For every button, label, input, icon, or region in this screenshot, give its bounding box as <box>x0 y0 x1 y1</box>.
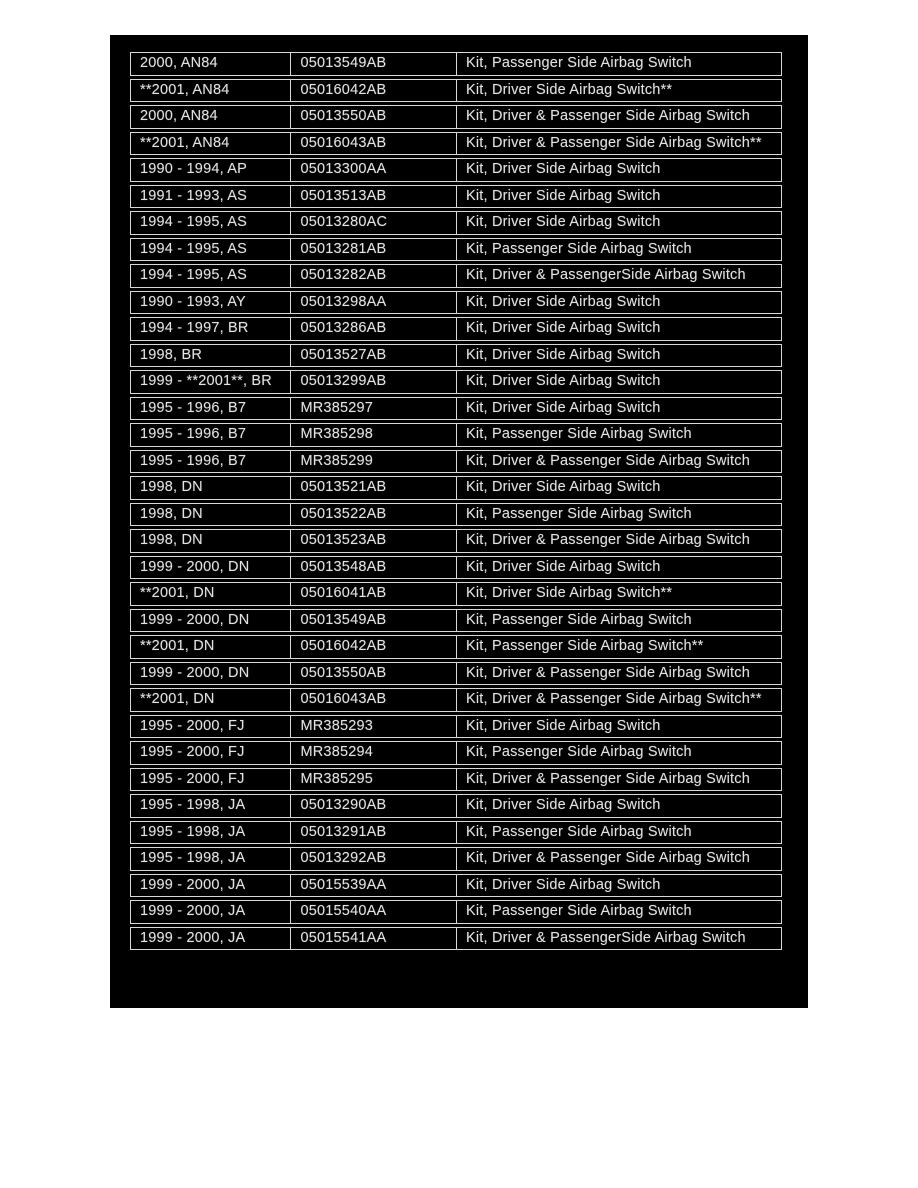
model-year-cell: 1994 - 1995, AS <box>130 264 290 288</box>
model-year-cell: 1999 - 2000, JA <box>130 874 290 898</box>
description-cell: Kit, Passenger Side Airbag Switch <box>456 52 782 76</box>
table-row <box>130 529 782 553</box>
part-number-cell: 05013282AB <box>290 264 456 288</box>
description-cell: Kit, Driver Side Airbag Switch <box>456 370 782 394</box>
model-year-cell: 1994 - 1997, BR <box>130 317 290 341</box>
table-row <box>130 794 782 818</box>
description-cell: Kit, Driver & Passenger Side Airbag Switch <box>456 662 782 686</box>
model-year-cell: **2001, DN <box>130 582 290 606</box>
part-number-cell: 05013513AB <box>290 185 456 209</box>
description-cell: Kit, Driver & PassengerSide Airbag Switch <box>456 927 782 951</box>
part-number-cell: 05016043AB <box>290 132 456 156</box>
model-year-cell: 1999 - **2001**, BR <box>130 370 290 394</box>
part-number-cell: 05016042AB <box>290 635 456 659</box>
part-number-cell: 05013292AB <box>290 847 456 871</box>
description-cell: Kit, Driver & Passenger Side Airbag Switch** <box>456 688 782 712</box>
description-cell: Kit, Passenger Side Airbag Switch <box>456 741 782 765</box>
description-cell: Kit, Driver Side Airbag Switch <box>456 874 782 898</box>
model-year-cell: 1995 - 1998, JA <box>130 847 290 871</box>
model-year-cell: 1999 - 2000, DN <box>130 609 290 633</box>
model-year-cell: 1998, BR <box>130 344 290 368</box>
table-row <box>130 927 782 951</box>
parts-table-body <box>130 52 782 950</box>
description-cell: Kit, Passenger Side Airbag Switch <box>456 900 782 924</box>
table-row <box>130 344 782 368</box>
description-cell: Kit, Passenger Side Airbag Switch <box>456 821 782 845</box>
part-number-cell: 05013300AA <box>290 158 456 182</box>
model-year-cell: 1998, DN <box>130 529 290 553</box>
description-cell: Kit, Passenger Side Airbag Switch <box>456 238 782 262</box>
table-row <box>130 635 782 659</box>
table-row <box>130 132 782 156</box>
table-row <box>130 821 782 845</box>
description-cell: Kit, Driver & Passenger Side Airbag Switch <box>456 105 782 129</box>
model-year-cell: 1998, DN <box>130 476 290 500</box>
model-year-cell: **2001, DN <box>130 635 290 659</box>
table-row <box>130 317 782 341</box>
table-row <box>130 264 782 288</box>
part-number-cell: 05013298AA <box>290 291 456 315</box>
description-cell: Kit, Passenger Side Airbag Switch <box>456 609 782 633</box>
description-cell: Kit, Driver Side Airbag Switch <box>456 556 782 580</box>
part-number-cell: 05013521AB <box>290 476 456 500</box>
table-row <box>130 450 782 474</box>
table-row <box>130 52 782 76</box>
model-year-cell: 1990 - 1993, AY <box>130 291 290 315</box>
description-cell: Kit, Driver & Passenger Side Airbag Switch** <box>456 132 782 156</box>
description-cell: Kit, Driver Side Airbag Switch <box>456 211 782 235</box>
table-row <box>130 715 782 739</box>
model-year-cell: 1995 - 1996, B7 <box>130 397 290 421</box>
part-number-cell: 05015540AA <box>290 900 456 924</box>
description-cell: Kit, Driver & Passenger Side Airbag Switch <box>456 847 782 871</box>
model-year-cell: **2001, AN84 <box>130 132 290 156</box>
scanned-table-panel <box>110 35 808 1008</box>
table-row <box>130 291 782 315</box>
description-cell: Kit, Driver Side Airbag Switch <box>456 158 782 182</box>
description-cell: Kit, Driver Side Airbag Switch <box>456 317 782 341</box>
model-year-cell: 2000, AN84 <box>130 105 290 129</box>
table-row <box>130 476 782 500</box>
part-number-cell: MR385294 <box>290 741 456 765</box>
part-number-cell: 05013286AB <box>290 317 456 341</box>
table-row <box>130 662 782 686</box>
model-year-cell: 1991 - 1993, AS <box>130 185 290 209</box>
part-number-cell: 05013290AB <box>290 794 456 818</box>
part-number-cell: 05016041AB <box>290 582 456 606</box>
table-row <box>130 211 782 235</box>
table-row <box>130 609 782 633</box>
part-number-cell: 05013299AB <box>290 370 456 394</box>
table-row <box>130 185 782 209</box>
model-year-cell: 1999 - 2000, DN <box>130 556 290 580</box>
model-year-cell: **2001, AN84 <box>130 79 290 103</box>
description-cell: Kit, Driver & Passenger Side Airbag Switch <box>456 529 782 553</box>
model-year-cell: 1990 - 1994, AP <box>130 158 290 182</box>
part-number-cell: 05015539AA <box>290 874 456 898</box>
part-number-cell: 05013281AB <box>290 238 456 262</box>
model-year-cell: 1994 - 1995, AS <box>130 211 290 235</box>
part-number-cell: 05013550AB <box>290 662 456 686</box>
part-number-cell: 05015541AA <box>290 927 456 951</box>
table-row <box>130 556 782 580</box>
part-number-cell: MR385295 <box>290 768 456 792</box>
table-row <box>130 503 782 527</box>
table-row <box>130 874 782 898</box>
table-row <box>130 79 782 103</box>
part-number-cell: MR385298 <box>290 423 456 447</box>
part-number-cell: 05013527AB <box>290 344 456 368</box>
model-year-cell: 1999 - 2000, JA <box>130 927 290 951</box>
model-year-cell: 1995 - 1996, B7 <box>130 450 290 474</box>
table-row <box>130 158 782 182</box>
model-year-cell: 1998, DN <box>130 503 290 527</box>
table-row <box>130 900 782 924</box>
description-cell: Kit, Driver Side Airbag Switch <box>456 344 782 368</box>
table-row <box>130 370 782 394</box>
model-year-cell: **2001, DN <box>130 688 290 712</box>
model-year-cell: 1994 - 1995, AS <box>130 238 290 262</box>
part-number-cell: MR385293 <box>290 715 456 739</box>
part-number-cell: MR385299 <box>290 450 456 474</box>
description-cell: Kit, Driver & Passenger Side Airbag Switch <box>456 450 782 474</box>
model-year-cell: 1995 - 1998, JA <box>130 794 290 818</box>
description-cell: Kit, Driver Side Airbag Switch** <box>456 79 782 103</box>
table-row <box>130 847 782 871</box>
table-row <box>130 238 782 262</box>
airbag-switch-parts-table <box>130 49 782 953</box>
description-cell: Kit, Driver & Passenger Side Airbag Switch <box>456 768 782 792</box>
description-cell: Kit, Driver Side Airbag Switch <box>456 185 782 209</box>
part-number-cell: 05013549AB <box>290 52 456 76</box>
description-cell: Kit, Driver Side Airbag Switch <box>456 476 782 500</box>
model-year-cell: 1995 - 2000, FJ <box>130 741 290 765</box>
description-cell: Kit, Driver Side Airbag Switch <box>456 715 782 739</box>
part-number-cell: 05013523AB <box>290 529 456 553</box>
table-row <box>130 582 782 606</box>
part-number-cell: 05013549AB <box>290 609 456 633</box>
part-number-cell: 05013522AB <box>290 503 456 527</box>
model-year-cell: 2000, AN84 <box>130 52 290 76</box>
part-number-cell: 05013291AB <box>290 821 456 845</box>
part-number-cell: 05013548AB <box>290 556 456 580</box>
description-cell: Kit, Driver Side Airbag Switch** <box>456 582 782 606</box>
model-year-cell: 1995 - 2000, FJ <box>130 715 290 739</box>
model-year-cell: 1995 - 1996, B7 <box>130 423 290 447</box>
model-year-cell: 1995 - 2000, FJ <box>130 768 290 792</box>
part-number-cell: MR385297 <box>290 397 456 421</box>
part-number-cell: 05013280AC <box>290 211 456 235</box>
description-cell: Kit, Passenger Side Airbag Switch <box>456 423 782 447</box>
description-cell: Kit, Driver Side Airbag Switch <box>456 291 782 315</box>
part-number-cell: 05013550AB <box>290 105 456 129</box>
table-row <box>130 741 782 765</box>
part-number-cell: 05016042AB <box>290 79 456 103</box>
table-row <box>130 423 782 447</box>
table-row <box>130 768 782 792</box>
description-cell: Kit, Passenger Side Airbag Switch <box>456 503 782 527</box>
table-row <box>130 105 782 129</box>
model-year-cell: 1995 - 1998, JA <box>130 821 290 845</box>
description-cell: Kit, Driver & PassengerSide Airbag Switch <box>456 264 782 288</box>
table-row <box>130 397 782 421</box>
model-year-cell: 1999 - 2000, DN <box>130 662 290 686</box>
description-cell: Kit, Passenger Side Airbag Switch** <box>456 635 782 659</box>
model-year-cell: 1999 - 2000, JA <box>130 900 290 924</box>
description-cell: Kit, Driver Side Airbag Switch <box>456 794 782 818</box>
description-cell: Kit, Driver Side Airbag Switch <box>456 397 782 421</box>
table-row <box>130 688 782 712</box>
part-number-cell: 05016043AB <box>290 688 456 712</box>
